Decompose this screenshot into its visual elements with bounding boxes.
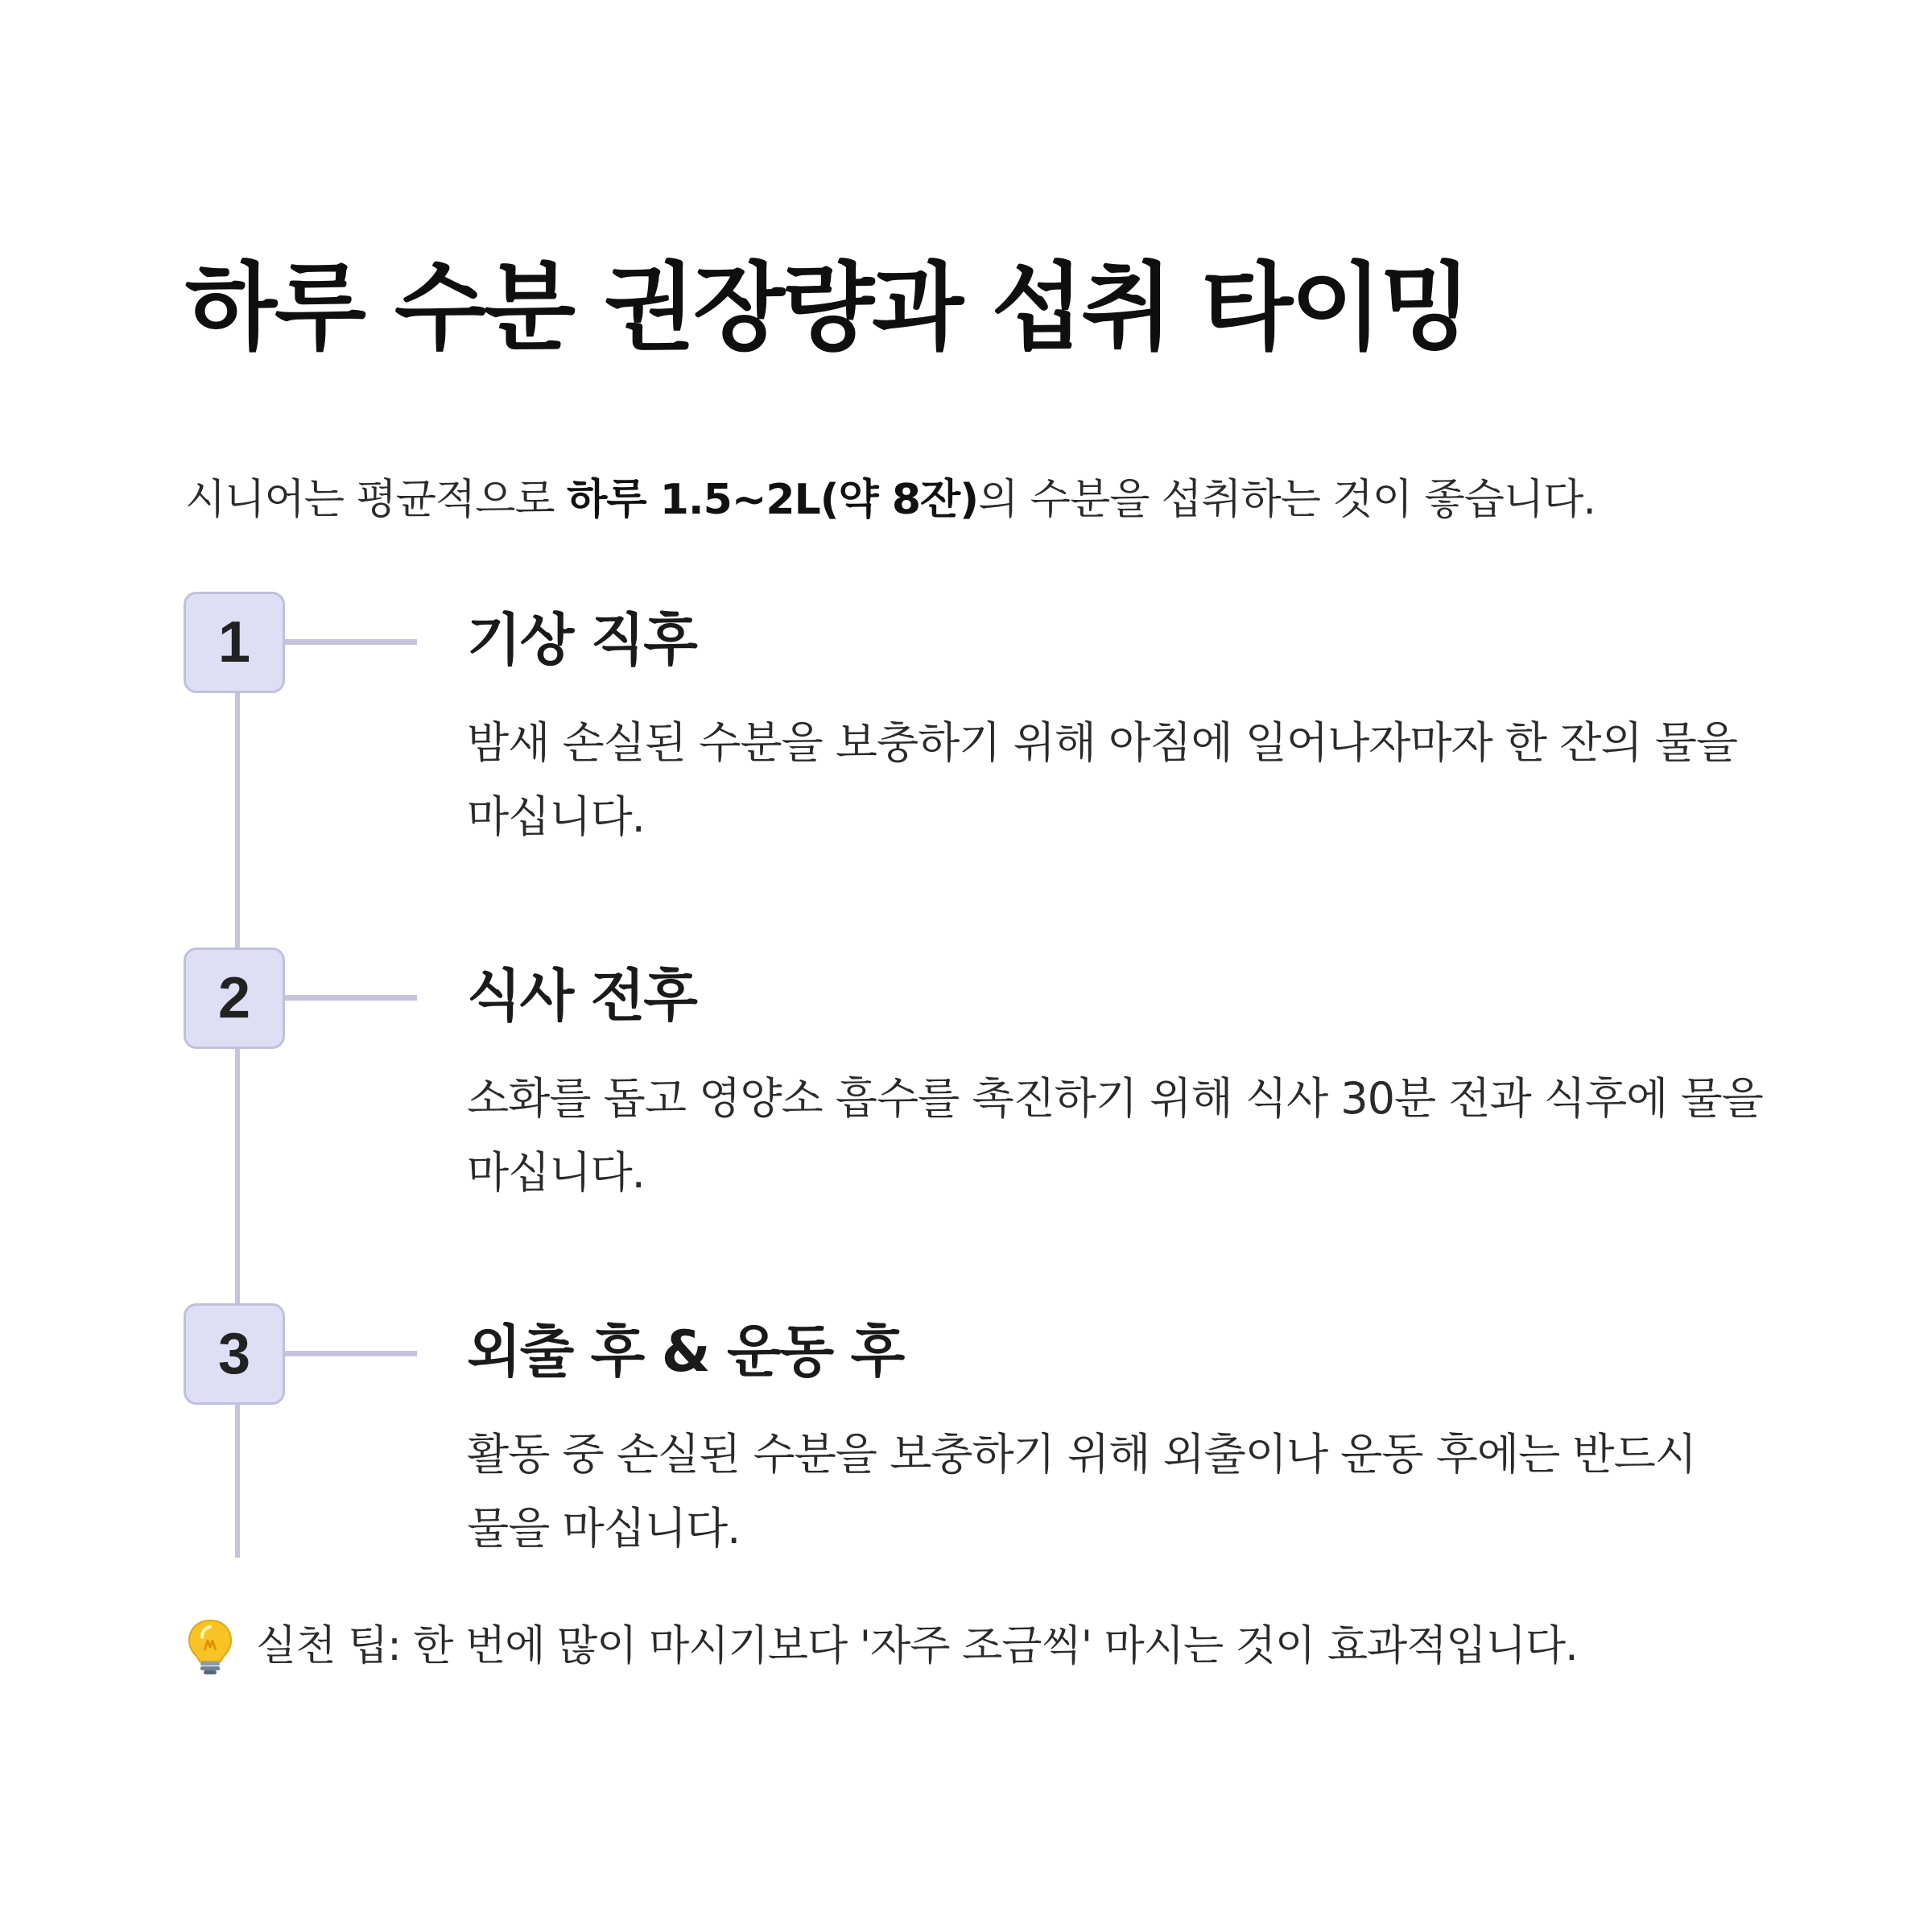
- step-number-badge: 1: [184, 592, 285, 693]
- intro-highlight: 하루 1.5~2L(약 8잔): [567, 476, 979, 524]
- tip-text: [185, 1618, 1578, 1676]
- intro-prefix: 시니어는 평균적으로: [185, 476, 568, 524]
- step-description: 소화를 돕고 영양소 흡수를 촉진하기 위해 식사 30분 전과 식후에 물을 마십니다.: [467, 1073, 1763, 1198]
- step-description: 활동 중 손실된 수분을 보충하기 위해 외출이나 운동 후에는 반드시 물을 마십니다.: [467, 1429, 1696, 1554]
- step-connector: [285, 995, 417, 1001]
- lightbulb-icon: [185, 1618, 235, 1676]
- step-number-badge: 3: [184, 1303, 285, 1405]
- intro-suffix: 의 수분을 섭취하는 것이 좋습니다.: [978, 476, 1596, 524]
- step-description: 밤새 손실된 수분을 보충하기 위해 아침에 일어나자마자 한 잔의 물을 마십니다.: [467, 717, 1738, 842]
- timeline-step: [0, 592, 1932, 930]
- step-connector: [285, 1351, 417, 1356]
- step-connector: [285, 639, 417, 645]
- step-title: 기상 직후: [467, 607, 696, 673]
- step-title: 외출 후 & 운동 후: [467, 1319, 904, 1385]
- intro-text: [185, 473, 1596, 528]
- page-title: 하루 수분 권장량과 섭취 타이밍: [185, 252, 1470, 363]
- timeline-step: [0, 1303, 1932, 1641]
- tip-label: 실천 팁: 한 번에 많이 마시기보다 '자주 조금씩' 마시는 것이 효과적입니다.: [256, 1622, 1578, 1671]
- step-title: 식사 전후: [467, 963, 696, 1029]
- step-number-badge: 2: [184, 947, 285, 1049]
- timeline-step: [0, 947, 1932, 1286]
